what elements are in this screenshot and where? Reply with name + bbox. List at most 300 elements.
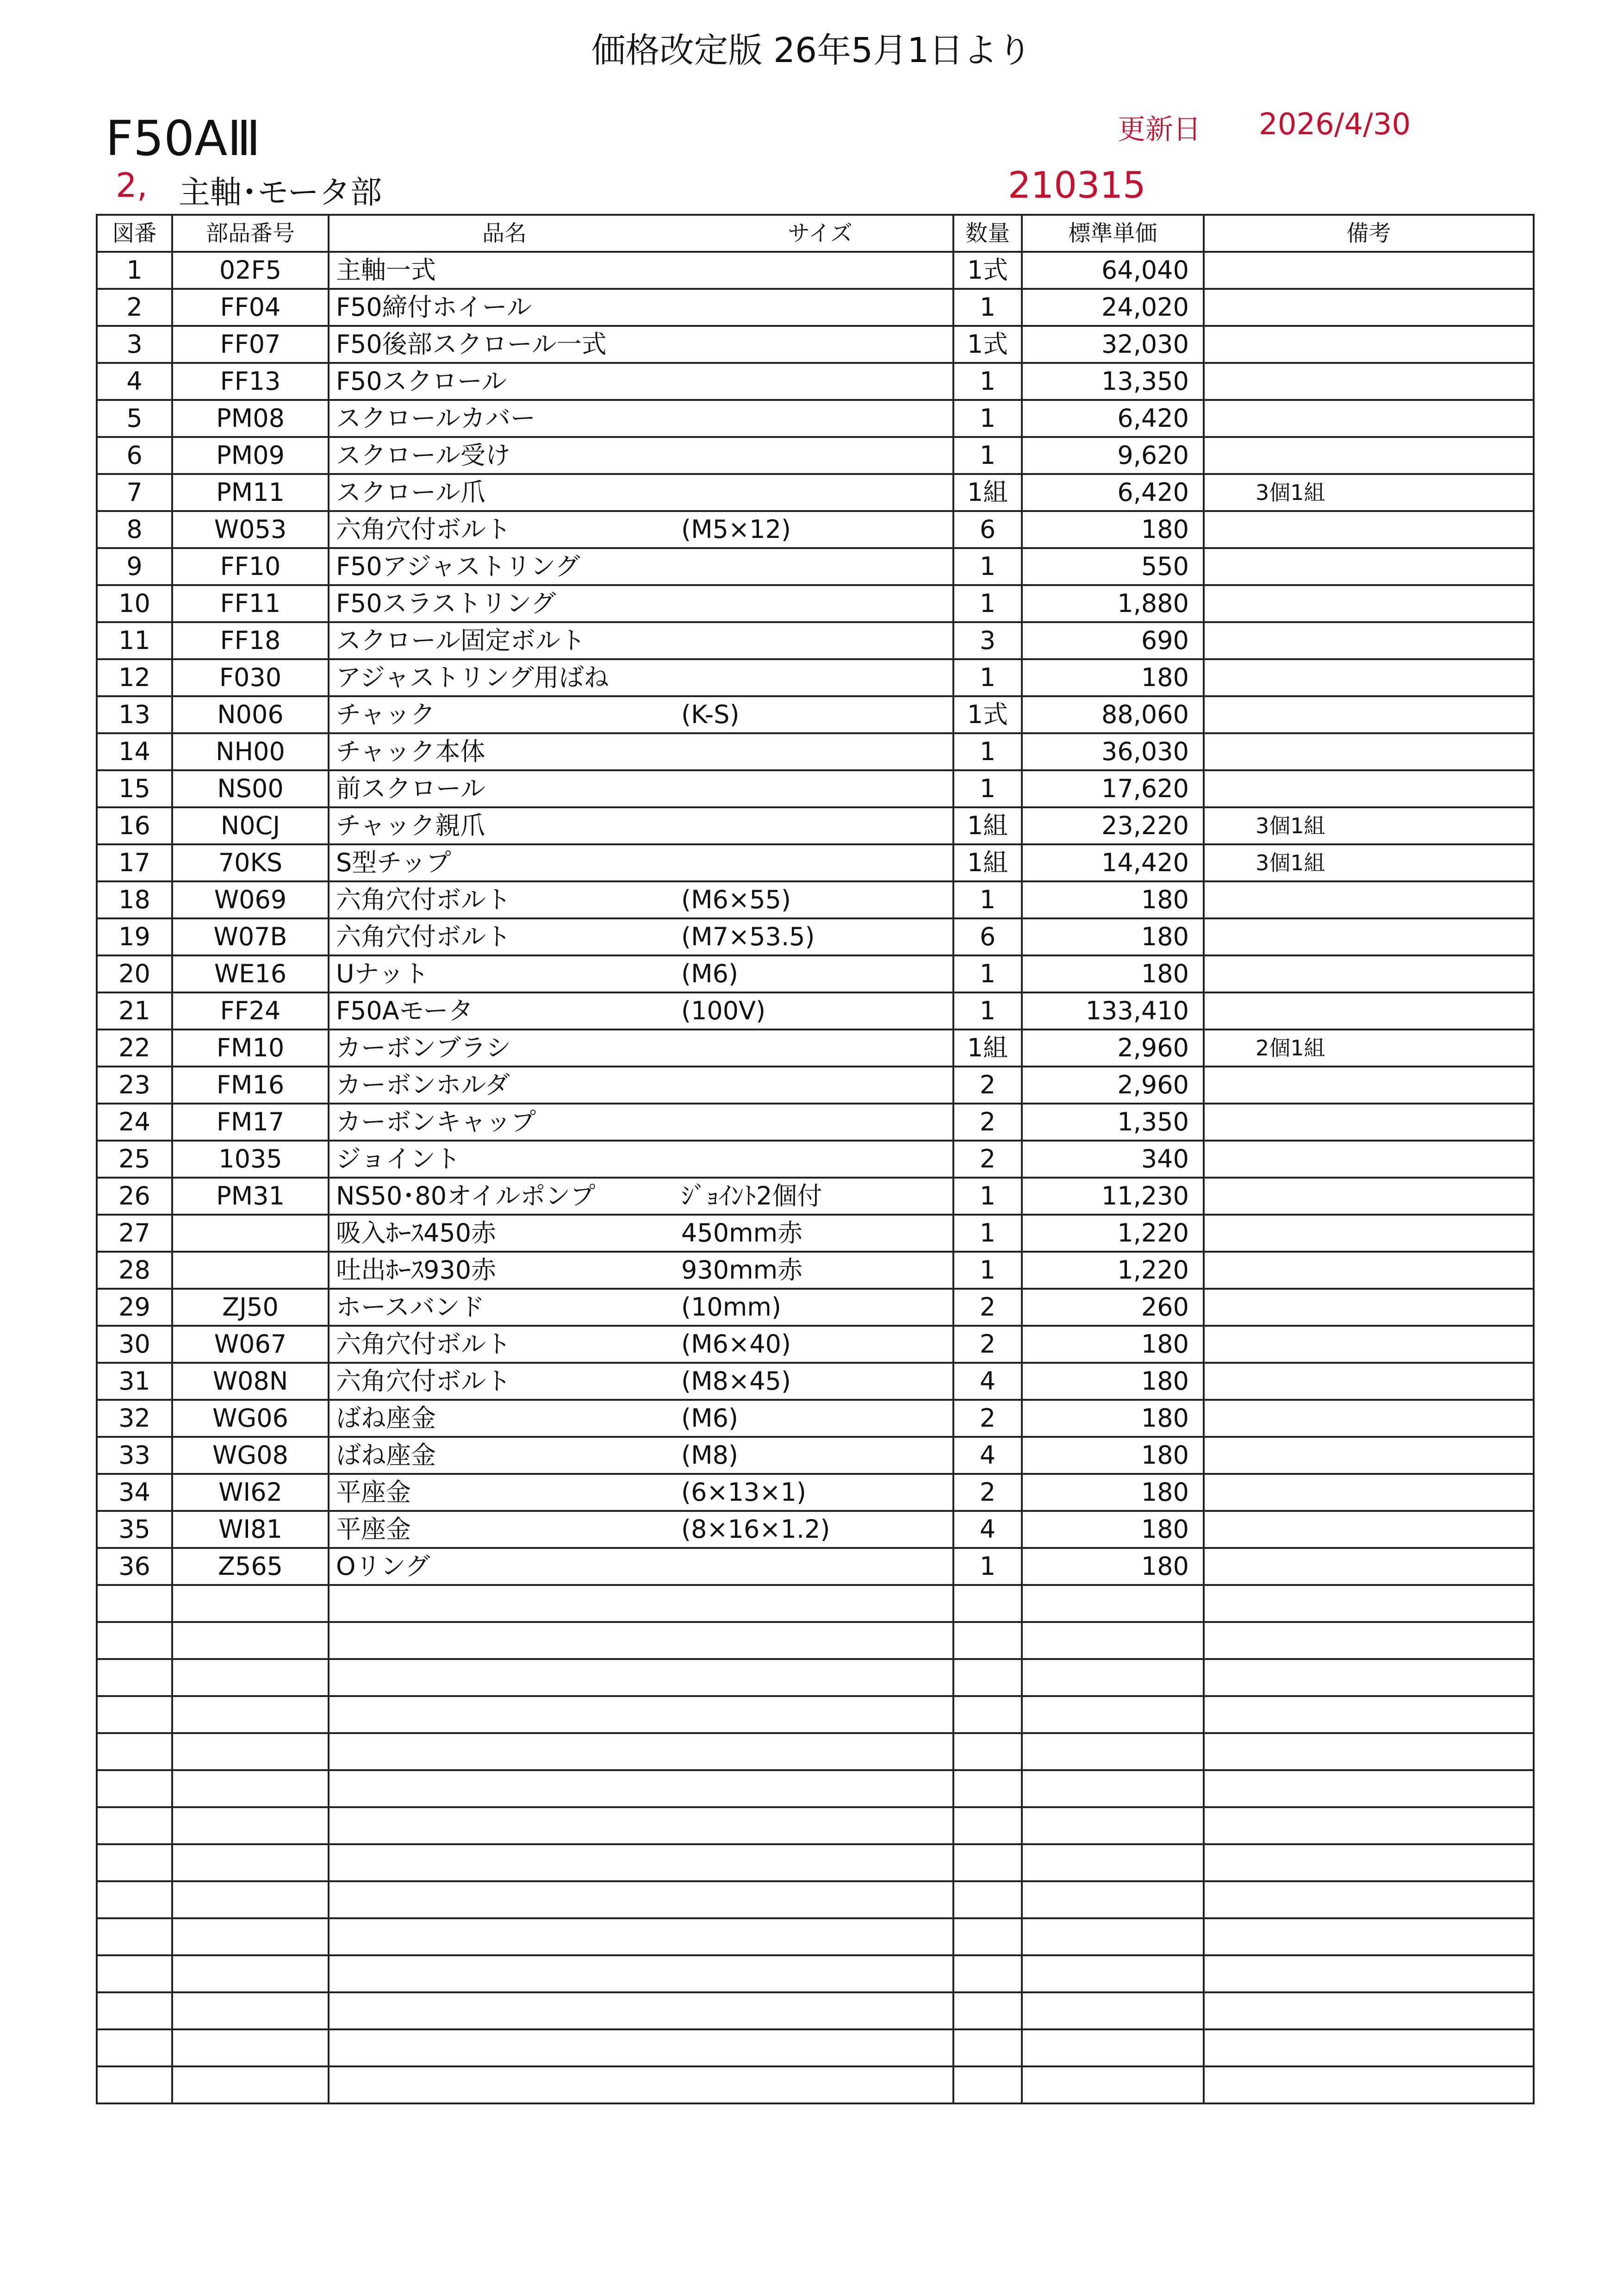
quantity-cell: 4 bbox=[953, 1437, 1022, 1474]
empty-cell bbox=[1022, 1955, 1204, 1992]
price-cell: 14,420 bbox=[1022, 844, 1204, 881]
part-name-cell bbox=[329, 326, 953, 363]
part-name-cell bbox=[329, 1474, 953, 1511]
empty-cell bbox=[953, 1844, 1022, 1881]
document-title: 価格改定版 26年5月1日より bbox=[591, 31, 1032, 70]
price-cell: 180 bbox=[1022, 1511, 1204, 1548]
price-cell: 180 bbox=[1022, 1363, 1204, 1400]
quantity-cell: 1組 bbox=[953, 844, 1022, 881]
price-cell: 2,960 bbox=[1022, 1067, 1204, 1104]
empty-cell bbox=[172, 1807, 329, 1844]
part-number-cell: 4 bbox=[97, 363, 172, 400]
part-name: F50スラストリング bbox=[336, 589, 556, 618]
note-cell bbox=[1204, 659, 1534, 696]
part-name: チャック親爪 bbox=[336, 811, 485, 840]
price-cell: 1,220 bbox=[1022, 1215, 1204, 1252]
empty-cell bbox=[329, 1881, 953, 1918]
note-cell bbox=[1204, 289, 1534, 326]
part-code-cell: WE16 bbox=[172, 955, 329, 992]
part-name: F50スクロール bbox=[336, 367, 507, 396]
empty-cell bbox=[329, 1622, 953, 1659]
empty-cell bbox=[329, 1770, 953, 1807]
part-name: 吐出ﾎｰｽ930赤 bbox=[336, 1255, 497, 1285]
quantity-cell: 1 bbox=[953, 548, 1022, 585]
table-row bbox=[97, 1029, 1534, 1067]
note-cell bbox=[1204, 1289, 1534, 1326]
note-cell bbox=[1204, 437, 1534, 474]
part-name-cell bbox=[329, 1511, 953, 1548]
part-name: 六角穴付ボルト bbox=[336, 1329, 511, 1359]
part-code-cell: NS00 bbox=[172, 770, 329, 807]
part-size: ｼﾞｮｲﾝﾄ2個付 bbox=[681, 1181, 822, 1210]
empty-cell bbox=[953, 1881, 1022, 1918]
part-size: (8×16×1.2) bbox=[681, 1515, 830, 1544]
part-number-cell: 23 bbox=[97, 1067, 172, 1104]
part-number-cell: 7 bbox=[97, 474, 172, 511]
table-row bbox=[97, 1474, 1534, 1511]
table-row bbox=[97, 437, 1534, 474]
table-row bbox=[97, 1178, 1534, 1215]
section-number: 2, bbox=[116, 166, 148, 205]
quantity-cell: 1式 bbox=[953, 326, 1022, 363]
quantity-cell: 2 bbox=[953, 1474, 1022, 1511]
header-name: 品名 bbox=[482, 220, 527, 246]
part-name-cell bbox=[329, 1326, 953, 1363]
price-cell: 180 bbox=[1022, 1437, 1204, 1474]
part-name: 主軸一式 bbox=[336, 256, 436, 285]
part-code-cell: FM17 bbox=[172, 1104, 329, 1141]
quantity-cell: 1組 bbox=[953, 474, 1022, 511]
note-cell bbox=[1204, 881, 1534, 918]
note-cell: 3個1組 bbox=[1204, 474, 1534, 511]
empty-cell bbox=[329, 1696, 953, 1733]
table-row bbox=[97, 770, 1534, 807]
quantity-cell: 2 bbox=[953, 1289, 1022, 1326]
table-row bbox=[97, 696, 1534, 733]
part-number-cell: 12 bbox=[97, 659, 172, 696]
part-size: 930mm赤 bbox=[681, 1255, 803, 1285]
quantity-cell: 2 bbox=[953, 1104, 1022, 1141]
part-number-cell: 31 bbox=[97, 1363, 172, 1400]
quantity-cell: 1式 bbox=[953, 252, 1022, 289]
part-name-cell bbox=[329, 474, 953, 511]
part-code-cell: W069 bbox=[172, 881, 329, 918]
quantity-cell: 2 bbox=[953, 1326, 1022, 1363]
part-code-cell bbox=[172, 1215, 329, 1252]
part-number-cell: 18 bbox=[97, 881, 172, 918]
part-name-cell bbox=[329, 770, 953, 807]
part-name: ホースバンド bbox=[336, 1292, 485, 1322]
part-code-cell: FF10 bbox=[172, 548, 329, 585]
part-name-cell bbox=[329, 363, 953, 400]
note-cell bbox=[1204, 1252, 1534, 1289]
part-number-cell: 10 bbox=[97, 585, 172, 622]
part-size: (M5×12) bbox=[681, 515, 791, 544]
empty-cell bbox=[97, 1807, 172, 1844]
empty-cell bbox=[329, 1918, 953, 1955]
part-size: (M7×53.5) bbox=[681, 922, 815, 951]
part-number-cell: 20 bbox=[97, 955, 172, 992]
part-name-cell bbox=[329, 252, 953, 289]
empty-cell bbox=[172, 1881, 329, 1918]
price-cell: 180 bbox=[1022, 511, 1204, 548]
note-cell bbox=[1204, 1215, 1534, 1252]
price-cell: 340 bbox=[1022, 1141, 1204, 1178]
note-cell bbox=[1204, 1363, 1534, 1400]
part-number-cell: 14 bbox=[97, 733, 172, 770]
note-cell bbox=[1204, 326, 1534, 363]
part-name: チャック本体 bbox=[336, 737, 485, 766]
empty-cell bbox=[172, 1955, 329, 1992]
part-number-cell: 22 bbox=[97, 1029, 172, 1067]
quantity-cell: 1 bbox=[953, 363, 1022, 400]
quantity-cell: 1 bbox=[953, 659, 1022, 696]
note-cell bbox=[1204, 1141, 1534, 1178]
model-name: F50AⅢ bbox=[106, 110, 261, 167]
table-row bbox=[97, 326, 1534, 363]
part-number-cell: 26 bbox=[97, 1178, 172, 1215]
part-name: Oリング bbox=[336, 1552, 430, 1581]
part-code-cell: PM09 bbox=[172, 437, 329, 474]
empty-cell bbox=[97, 2066, 172, 2103]
part-name-cell bbox=[329, 1104, 953, 1141]
part-number-cell: 9 bbox=[97, 548, 172, 585]
part-size: (M6) bbox=[681, 1404, 739, 1433]
empty-cell bbox=[97, 1659, 172, 1696]
empty-cell bbox=[97, 1585, 172, 1622]
part-number-cell: 30 bbox=[97, 1326, 172, 1363]
table-row bbox=[97, 548, 1534, 585]
part-name: 六角穴付ボルト bbox=[336, 922, 511, 951]
empty-cell bbox=[97, 1770, 172, 1807]
part-number-cell: 3 bbox=[97, 326, 172, 363]
part-number-cell: 2 bbox=[97, 289, 172, 326]
part-number-cell: 34 bbox=[97, 1474, 172, 1511]
empty-row bbox=[97, 1733, 1534, 1770]
quantity-cell: 1 bbox=[953, 992, 1022, 1029]
part-name-cell bbox=[329, 1548, 953, 1585]
table-row bbox=[97, 474, 1534, 511]
empty-cell bbox=[1022, 1659, 1204, 1696]
part-name: F50Aモータ bbox=[336, 996, 473, 1025]
part-name: チャック bbox=[336, 700, 435, 729]
empty-cell bbox=[1204, 1992, 1534, 2029]
part-name-cell bbox=[329, 844, 953, 881]
parts-table-body bbox=[97, 252, 1534, 2103]
empty-cell bbox=[953, 1659, 1022, 1696]
empty-cell bbox=[953, 1622, 1022, 1659]
empty-cell bbox=[97, 2029, 172, 2066]
part-code-cell: PM08 bbox=[172, 400, 329, 437]
part-size: (M8×45) bbox=[681, 1366, 791, 1396]
empty-cell bbox=[329, 1807, 953, 1844]
part-name-cell bbox=[329, 1141, 953, 1178]
quantity-cell: 1 bbox=[953, 1215, 1022, 1252]
quantity-cell: 1 bbox=[953, 955, 1022, 992]
table-row bbox=[97, 1252, 1534, 1289]
part-code-cell: NH00 bbox=[172, 733, 329, 770]
quantity-cell: 3 bbox=[953, 622, 1022, 659]
empty-cell bbox=[1022, 1696, 1204, 1733]
part-size: 450mm赤 bbox=[681, 1218, 803, 1248]
part-number-cell: 1 bbox=[97, 252, 172, 289]
price-cell: 1,220 bbox=[1022, 1252, 1204, 1289]
empty-cell bbox=[97, 1622, 172, 1659]
part-size: (M6×40) bbox=[681, 1329, 791, 1359]
empty-cell bbox=[97, 1844, 172, 1881]
quantity-cell: 2 bbox=[953, 1400, 1022, 1437]
empty-cell bbox=[329, 2029, 953, 2066]
empty-cell bbox=[953, 1918, 1022, 1955]
empty-cell bbox=[1204, 1881, 1534, 1918]
update-label: 更新日 bbox=[1118, 113, 1201, 146]
price-cell: 690 bbox=[1022, 622, 1204, 659]
empty-row bbox=[97, 2029, 1534, 2066]
part-size: (100V) bbox=[681, 996, 766, 1025]
empty-cell bbox=[1022, 1881, 1204, 1918]
part-name-cell bbox=[329, 1178, 953, 1215]
empty-cell bbox=[97, 1696, 172, 1733]
part-name: Uナット bbox=[336, 959, 429, 988]
part-size: (M8) bbox=[681, 1441, 739, 1470]
empty-row bbox=[97, 1622, 1534, 1659]
part-code-cell: W07B bbox=[172, 918, 329, 955]
price-cell: 64,040 bbox=[1022, 252, 1204, 289]
empty-cell bbox=[1204, 1770, 1534, 1807]
note-cell bbox=[1204, 696, 1534, 733]
quantity-cell: 6 bbox=[953, 511, 1022, 548]
part-code-cell: FF24 bbox=[172, 992, 329, 1029]
empty-cell bbox=[1022, 2066, 1204, 2103]
header-size: サイズ bbox=[788, 220, 853, 246]
part-size: (M6×55) bbox=[681, 885, 791, 914]
empty-cell bbox=[329, 2066, 953, 2103]
part-code-cell: Z565 bbox=[172, 1548, 329, 1585]
part-code-cell: 02F5 bbox=[172, 252, 329, 289]
part-name-cell bbox=[329, 1252, 953, 1289]
table-row bbox=[97, 1141, 1534, 1178]
price-cell: 180 bbox=[1022, 1326, 1204, 1363]
part-name-cell bbox=[329, 1363, 953, 1400]
empty-cell bbox=[172, 1918, 329, 1955]
part-number-cell: 5 bbox=[97, 400, 172, 437]
table-row bbox=[97, 511, 1534, 548]
quantity-cell: 1 bbox=[953, 733, 1022, 770]
quantity-cell: 1 bbox=[953, 400, 1022, 437]
part-code-cell: N0CJ bbox=[172, 807, 329, 844]
part-name: F50締付ホイール bbox=[336, 293, 532, 322]
part-number-cell: 21 bbox=[97, 992, 172, 1029]
empty-cell bbox=[1204, 1622, 1534, 1659]
note-cell bbox=[1204, 770, 1534, 807]
table-row bbox=[97, 1511, 1534, 1548]
part-code-cell: WI62 bbox=[172, 1474, 329, 1511]
part-code-cell: PM31 bbox=[172, 1178, 329, 1215]
part-name: ばね座金 bbox=[336, 1441, 436, 1470]
note-cell bbox=[1204, 363, 1534, 400]
empty-cell bbox=[1204, 1844, 1534, 1881]
part-name: S型チップ bbox=[336, 848, 451, 877]
part-code-cell: F030 bbox=[172, 659, 329, 696]
part-number-cell: 13 bbox=[97, 696, 172, 733]
table-row bbox=[97, 955, 1534, 992]
part-name-cell bbox=[329, 918, 953, 955]
sheet-code: 210315 bbox=[1008, 165, 1146, 206]
part-name: 六角穴付ボルト bbox=[336, 1366, 511, 1396]
note-cell bbox=[1204, 1326, 1534, 1363]
part-name-cell bbox=[329, 659, 953, 696]
empty-cell bbox=[953, 2029, 1022, 2066]
part-number-cell: 29 bbox=[97, 1289, 172, 1326]
table-row bbox=[97, 918, 1534, 955]
part-name: 六角穴付ボルト bbox=[336, 515, 511, 544]
note-cell: 3個1組 bbox=[1204, 807, 1534, 844]
empty-cell bbox=[953, 1770, 1022, 1807]
empty-cell bbox=[97, 1881, 172, 1918]
empty-row bbox=[97, 1770, 1534, 1807]
section-title: 主軸･モータ部 bbox=[179, 175, 382, 211]
part-name-cell bbox=[329, 881, 953, 918]
empty-cell bbox=[97, 1918, 172, 1955]
table-row bbox=[97, 400, 1534, 437]
empty-cell bbox=[1204, 1807, 1534, 1844]
note-cell bbox=[1204, 548, 1534, 585]
price-cell: 550 bbox=[1022, 548, 1204, 585]
empty-cell bbox=[1022, 1622, 1204, 1659]
table-row bbox=[97, 1437, 1534, 1474]
part-size: (6×13×1) bbox=[681, 1478, 807, 1507]
empty-row bbox=[97, 1992, 1534, 2029]
part-name-cell bbox=[329, 955, 953, 992]
quantity-cell: 1 bbox=[953, 1178, 1022, 1215]
part-name-cell bbox=[329, 622, 953, 659]
part-number-cell: 36 bbox=[97, 1548, 172, 1585]
empty-cell bbox=[1204, 1733, 1534, 1770]
note-cell bbox=[1204, 992, 1534, 1029]
empty-cell bbox=[953, 1696, 1022, 1733]
price-cell: 180 bbox=[1022, 1474, 1204, 1511]
part-name: スクロール固定ボルト bbox=[336, 626, 585, 655]
header-code: 部品番号 bbox=[172, 215, 329, 252]
price-cell: 180 bbox=[1022, 955, 1204, 992]
header-qty: 数量 bbox=[953, 215, 1022, 252]
empty-cell bbox=[329, 1585, 953, 1622]
part-code-cell: FF04 bbox=[172, 289, 329, 326]
part-name: 平座金 bbox=[336, 1515, 411, 1544]
part-number-cell: 19 bbox=[97, 918, 172, 955]
table-row bbox=[97, 659, 1534, 696]
empty-cell bbox=[1204, 1659, 1534, 1696]
table-row bbox=[97, 585, 1534, 622]
parts-table bbox=[96, 214, 1535, 2104]
part-name-cell bbox=[329, 548, 953, 585]
quantity-cell: 1 bbox=[953, 585, 1022, 622]
part-name-cell bbox=[329, 585, 953, 622]
empty-cell bbox=[172, 1585, 329, 1622]
price-cell: 180 bbox=[1022, 659, 1204, 696]
empty-cell bbox=[97, 1955, 172, 1992]
part-code-cell bbox=[172, 1252, 329, 1289]
empty-row bbox=[97, 1955, 1534, 1992]
part-code-cell: FF18 bbox=[172, 622, 329, 659]
part-name: ジョイント bbox=[336, 1144, 460, 1173]
empty-cell bbox=[1022, 2029, 1204, 2066]
quantity-cell: 1 bbox=[953, 289, 1022, 326]
part-code-cell: W053 bbox=[172, 511, 329, 548]
empty-cell bbox=[953, 1992, 1022, 2029]
quantity-cell: 1 bbox=[953, 1252, 1022, 1289]
empty-row bbox=[97, 1918, 1534, 1955]
part-size: (K-S) bbox=[681, 700, 740, 729]
note-cell bbox=[1204, 252, 1534, 289]
price-cell: 1,880 bbox=[1022, 585, 1204, 622]
part-number-cell: 35 bbox=[97, 1511, 172, 1548]
part-number-cell: 32 bbox=[97, 1400, 172, 1437]
part-number-cell: 27 bbox=[97, 1215, 172, 1252]
update-date: 2026/4/30 bbox=[1259, 107, 1411, 142]
part-code-cell: PM11 bbox=[172, 474, 329, 511]
empty-cell bbox=[172, 1770, 329, 1807]
note-cell bbox=[1204, 400, 1534, 437]
part-code-cell: 70KS bbox=[172, 844, 329, 881]
price-cell: 180 bbox=[1022, 1400, 1204, 1437]
part-name-cell bbox=[329, 1067, 953, 1104]
price-cell: 260 bbox=[1022, 1289, 1204, 1326]
table-row bbox=[97, 1067, 1534, 1104]
part-name-cell bbox=[329, 733, 953, 770]
price-cell: 24,020 bbox=[1022, 289, 1204, 326]
note-cell bbox=[1204, 1474, 1534, 1511]
part-name-cell bbox=[329, 1215, 953, 1252]
part-code-cell: FF13 bbox=[172, 363, 329, 400]
price-cell: 180 bbox=[1022, 1548, 1204, 1585]
part-name-cell bbox=[329, 1437, 953, 1474]
part-name-cell bbox=[329, 1029, 953, 1067]
empty-cell bbox=[953, 1955, 1022, 1992]
part-name: スクロールカバー bbox=[336, 404, 535, 433]
empty-cell bbox=[97, 1733, 172, 1770]
header-price: 標準単価 bbox=[1022, 215, 1204, 252]
part-name: 前スクロール bbox=[336, 774, 485, 803]
note-cell bbox=[1204, 1548, 1534, 1585]
part-number-cell: 24 bbox=[97, 1104, 172, 1141]
quantity-cell: 1 bbox=[953, 881, 1022, 918]
note-cell bbox=[1204, 1400, 1534, 1437]
empty-cell bbox=[1022, 1844, 1204, 1881]
part-number-cell: 8 bbox=[97, 511, 172, 548]
part-code-cell: WG08 bbox=[172, 1437, 329, 1474]
price-cell: 180 bbox=[1022, 881, 1204, 918]
empty-cell bbox=[1022, 1733, 1204, 1770]
empty-cell bbox=[172, 1992, 329, 2029]
part-name: F50アジャストリング bbox=[336, 552, 580, 581]
part-code-cell: WG06 bbox=[172, 1400, 329, 1437]
empty-cell bbox=[172, 1733, 329, 1770]
quantity-cell: 1 bbox=[953, 437, 1022, 474]
empty-cell bbox=[953, 2066, 1022, 2103]
part-name: アジャストリング用ばね bbox=[336, 663, 609, 692]
empty-cell bbox=[172, 2066, 329, 2103]
part-name-cell bbox=[329, 400, 953, 437]
part-code-cell: FF11 bbox=[172, 585, 329, 622]
price-cell: 2,960 bbox=[1022, 1029, 1204, 1067]
part-code-cell: 1035 bbox=[172, 1141, 329, 1178]
table-header-row bbox=[97, 215, 1534, 252]
empty-cell bbox=[1022, 1918, 1204, 1955]
empty-cell bbox=[1204, 2066, 1534, 2103]
price-cell: 32,030 bbox=[1022, 326, 1204, 363]
price-cell: 23,220 bbox=[1022, 807, 1204, 844]
